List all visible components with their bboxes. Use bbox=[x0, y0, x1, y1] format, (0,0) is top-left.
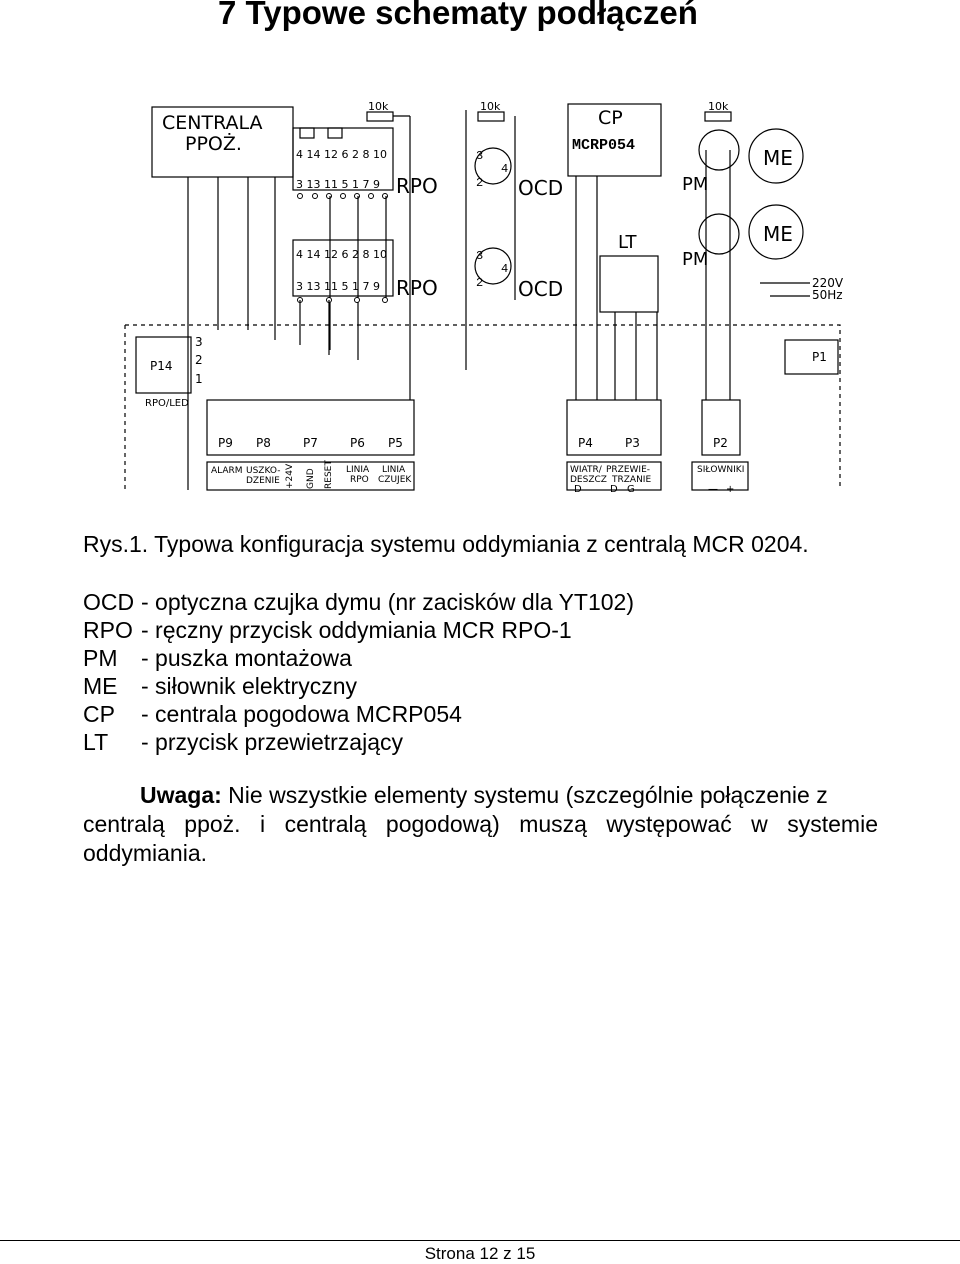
cp-model: MCRP054 bbox=[572, 137, 636, 154]
centrala-label-line1: CENTRALA bbox=[162, 112, 263, 134]
label-linia-czujek-2: CZUJEK bbox=[378, 475, 412, 485]
ocd-2-pin2: 2 bbox=[476, 276, 484, 290]
ocd-1 bbox=[466, 100, 563, 370]
resistor-pm-label: 10k bbox=[708, 100, 729, 113]
p14-label: P14 bbox=[150, 359, 173, 373]
legend-desc: - centrala pogodowa MCRP054 bbox=[141, 701, 462, 727]
page-title: 7 Typowe schematy podłączeń bbox=[218, 0, 698, 31]
legend-desc: - ręczny przycisk oddymiania MCR RPO-1 bbox=[141, 617, 572, 643]
label-d-1: D bbox=[574, 484, 582, 495]
label-alarm: ALARM bbox=[211, 466, 243, 476]
supply-220v bbox=[760, 276, 844, 302]
legend-desc: - optyczna czujka dymu (nr zacisków dla YT102) bbox=[141, 589, 634, 615]
me-1-label: ME bbox=[763, 146, 793, 170]
rpo-led-label: RPO/LED bbox=[145, 398, 189, 409]
legend-desc: - puszka montażowa bbox=[141, 645, 352, 671]
ocd-2-label: OCD bbox=[518, 277, 564, 301]
label-silowniki: SIŁOWNIKI bbox=[697, 465, 745, 475]
legend-abbr: PM bbox=[83, 645, 118, 671]
legend-abbr: ME bbox=[83, 673, 118, 699]
bottom-labels bbox=[207, 460, 748, 495]
label-g: G bbox=[627, 484, 635, 495]
note-text-first: Nie wszystkie elementy systemu (szczególnie połączenie z bbox=[221, 782, 828, 808]
legend-desc: - siłownik elektryczny bbox=[141, 673, 357, 699]
note-first-line bbox=[83, 781, 878, 810]
terminal-p6: P6 bbox=[350, 436, 365, 450]
legend-row-me bbox=[83, 672, 634, 700]
legend-abbr: CP bbox=[83, 701, 115, 727]
ocd-1-pin3: 3 bbox=[476, 149, 484, 163]
legend-row-rpo bbox=[83, 616, 634, 644]
supply-line2: 50Hz bbox=[812, 288, 843, 302]
supply-line1: 220V bbox=[812, 276, 844, 290]
legend-row-cp bbox=[83, 700, 634, 728]
ocd-1-pin4: 4 bbox=[501, 162, 509, 176]
ocd-1-label: OCD bbox=[518, 176, 564, 200]
label-gnd: GND bbox=[306, 468, 316, 489]
rpo-1-label: RPO bbox=[396, 174, 438, 198]
terminal-p8: P8 bbox=[256, 436, 271, 450]
rpo-1-top-pins: 4 14 12 6 2 8 10 bbox=[296, 148, 387, 161]
terminal-p7: P7 bbox=[303, 436, 318, 450]
p14-pin2: 2 bbox=[195, 353, 203, 367]
terminal-p9: P9 bbox=[218, 436, 233, 450]
ocd-1-pin2: 2 bbox=[476, 176, 484, 190]
centrala-ppoz-box bbox=[152, 107, 293, 490]
label-przewietrzanie-2: TRZANIE bbox=[612, 475, 652, 485]
lt-label: LT bbox=[618, 232, 637, 253]
note-text-rest: centralą ppoż. i centralą pogodową) muszą występować w systemie oddymiania. bbox=[83, 811, 878, 866]
ocd-2 bbox=[475, 248, 563, 301]
ocd-2-pin4: 4 bbox=[501, 262, 509, 276]
lt-button bbox=[600, 232, 658, 400]
rpo-2-bottom-pins: 3 13 11 5 1 7 9 bbox=[296, 280, 380, 293]
label-wiatr-1: WIATR/ bbox=[570, 465, 602, 475]
label-wiatr-2: DESZCZ bbox=[570, 475, 607, 485]
p14-block bbox=[136, 335, 203, 409]
resistor-ocd-label: 10k bbox=[480, 100, 501, 113]
label-linia-czujek-1: LINIA bbox=[382, 465, 406, 475]
legend-abbr: LT bbox=[83, 729, 109, 755]
terminal-p5: P5 bbox=[388, 436, 403, 450]
legend-row-ocd bbox=[83, 588, 634, 616]
note-label: Uwaga: bbox=[140, 782, 222, 808]
ocd-2-pin3: 3 bbox=[476, 249, 484, 263]
pm-2-label: PM bbox=[682, 249, 709, 270]
label-minus: — bbox=[708, 484, 718, 495]
note-paragraph bbox=[83, 781, 878, 868]
terminal-blocks bbox=[207, 400, 740, 455]
legend-desc: - przycisk przewietrzający bbox=[141, 729, 403, 755]
resistor-rpo-label: 10k bbox=[368, 100, 389, 113]
footer-divider bbox=[0, 1240, 960, 1241]
p1-label: P1 bbox=[812, 350, 827, 364]
pm-me-1 bbox=[682, 100, 803, 195]
label-reset: RESET bbox=[324, 460, 334, 489]
legend-abbr: RPO bbox=[83, 617, 133, 643]
rpo-2 bbox=[293, 240, 438, 355]
p14-pin3: 3 bbox=[195, 335, 203, 349]
rpo-2-top-pins: 4 14 12 6 2 8 10 bbox=[296, 248, 387, 261]
label-plus24v: +24V bbox=[285, 463, 295, 489]
centrala-label-line2: PPOŻ. bbox=[185, 133, 242, 155]
wiring-diagram bbox=[0, 0, 960, 500]
rpo-1-bottom-pins: 3 13 11 5 1 7 9 bbox=[296, 178, 380, 191]
label-uszkodzenie-2: DZENIE bbox=[246, 476, 280, 486]
p14-pin1: 1 bbox=[195, 372, 203, 386]
label-plus: + bbox=[726, 484, 735, 495]
legend-row-pm bbox=[83, 644, 634, 672]
label-linia-rpo-2: RPO bbox=[350, 475, 369, 485]
figure-caption: Rys.1. Typowa konfiguracja systemu oddymiania z centralą MCR 0204. bbox=[83, 531, 809, 557]
label-przewietrzanie-1: PRZEWIE- bbox=[606, 465, 651, 475]
legend-row-lt bbox=[83, 728, 634, 756]
label-d-2: D bbox=[610, 484, 618, 495]
terminal-p2: P2 bbox=[713, 436, 728, 450]
page-footer: Strona 12 z 15 bbox=[424, 1244, 536, 1263]
terminal-p4: P4 bbox=[578, 436, 593, 450]
rpo-2-label: RPO bbox=[396, 276, 438, 300]
label-uszkodzenie-1: USZKO- bbox=[246, 466, 281, 476]
label-linia-rpo-1: LINIA bbox=[346, 465, 370, 475]
p1-block bbox=[785, 340, 838, 374]
legend-abbr: OCD bbox=[83, 589, 135, 615]
terminal-p3: P3 bbox=[625, 436, 640, 450]
me-2-label: ME bbox=[763, 222, 793, 246]
pm-1-label: PM bbox=[682, 174, 709, 195]
legend bbox=[83, 588, 634, 756]
cp-label: CP bbox=[598, 107, 623, 129]
